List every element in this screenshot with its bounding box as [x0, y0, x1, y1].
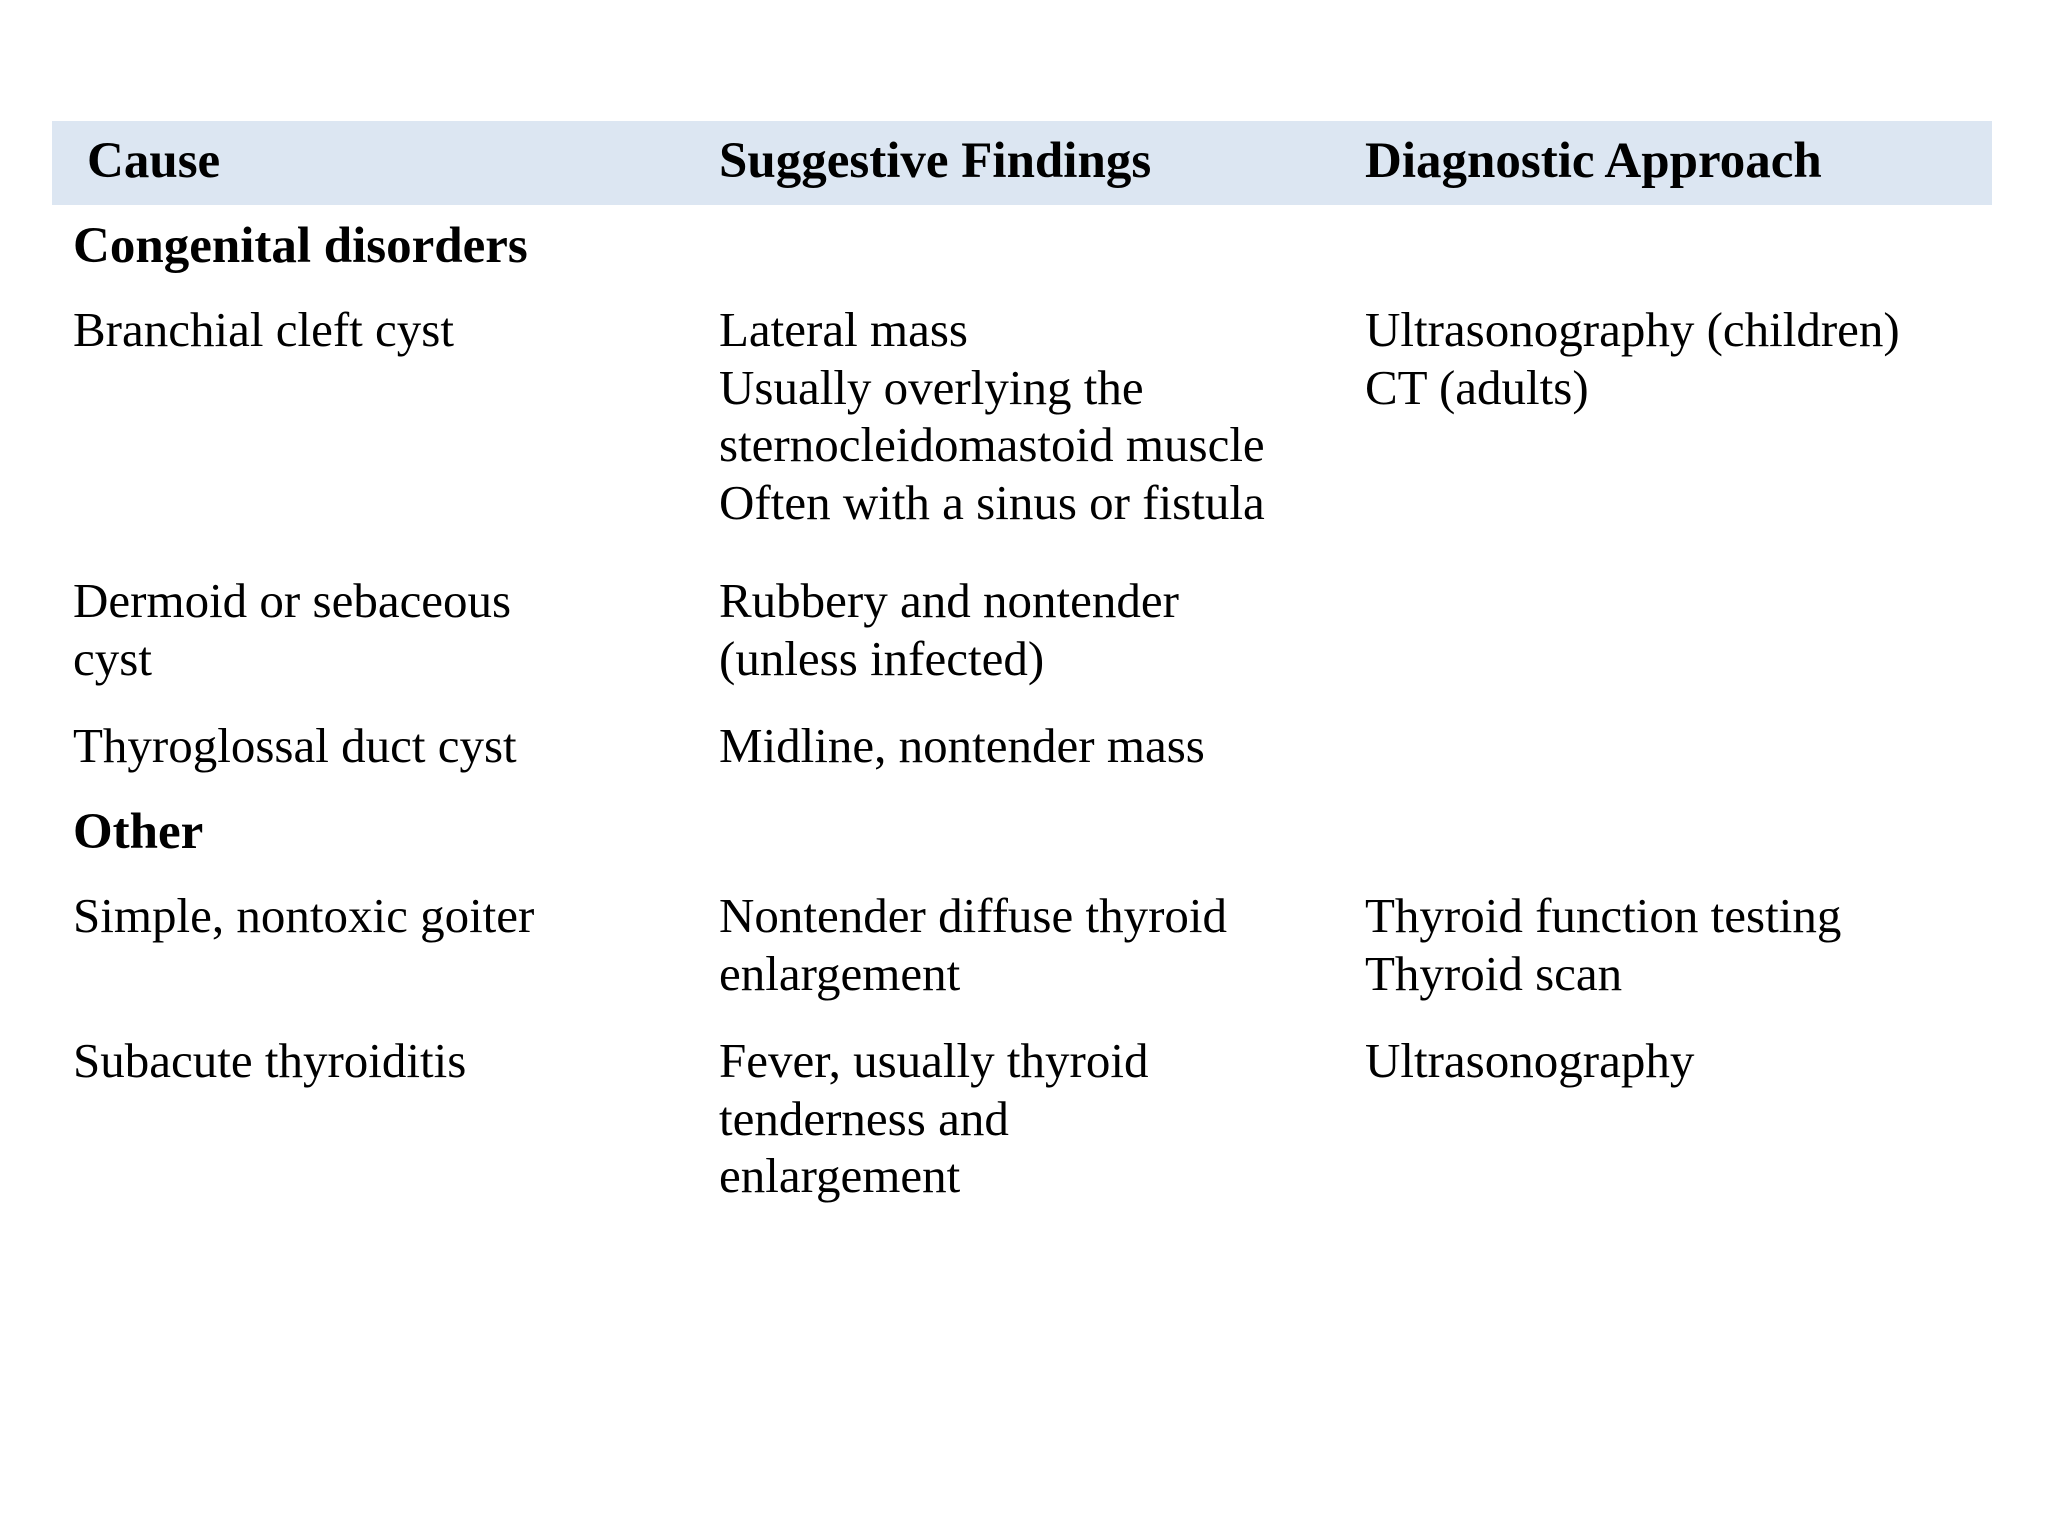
- findings-line: (unless infected): [719, 630, 1045, 686]
- findings-line: Fever, usually thyroid: [719, 1033, 1149, 1088]
- findings-line: sternocleidomastoid muscle: [719, 417, 1265, 472]
- cause-cell: [73, 301, 454, 359]
- findings-line: Usually overlying the: [719, 359, 1144, 415]
- findings-line: enlargement: [719, 945, 961, 1001]
- approach-cell: [1365, 1032, 1694, 1090]
- cause-line: Branchial cleft cyst: [73, 302, 454, 357]
- findings-line: tenderness and: [719, 1090, 1009, 1146]
- section-title-congenital: Congenital disorders: [73, 218, 528, 274]
- section-title-other: Other: [73, 804, 204, 860]
- findings-cell: [719, 887, 1227, 1002]
- header-suggestive-findings: Suggestive Findings: [719, 133, 1152, 189]
- approach-cell: [1365, 887, 1841, 1002]
- findings-cell: [719, 1032, 1148, 1205]
- cause-cell: [73, 887, 534, 945]
- cause-cell: [73, 572, 511, 687]
- approach-line: CT (adults): [1365, 359, 1589, 415]
- cause-cell: [73, 1032, 466, 1090]
- cause-line: Dermoid or sebaceous: [73, 573, 512, 628]
- cause-line: Simple, nontoxic goiter: [73, 888, 535, 943]
- approach-line: Ultrasonography: [1365, 1033, 1695, 1088]
- approach-line: Thyroid scan: [1365, 945, 1623, 1001]
- findings-line: Rubbery and nontender: [719, 573, 1179, 628]
- approach-line: Thyroid function testing: [1365, 888, 1842, 943]
- findings-line: Lateral mass: [719, 302, 968, 357]
- approach-cell: [1365, 301, 1900, 416]
- findings-cell: [719, 572, 1179, 687]
- findings-line: Nontender diffuse thyroid: [719, 888, 1228, 943]
- cause-cell: [73, 717, 517, 775]
- findings-line: Often with a sinus or fistula: [719, 474, 1265, 530]
- findings-cell: [719, 301, 1265, 531]
- header-cause: Cause: [87, 133, 221, 189]
- findings-line: enlargement: [719, 1148, 961, 1203]
- cause-line: cyst: [73, 630, 152, 686]
- header-diagnostic-approach: Diagnostic Approach: [1365, 133, 1822, 189]
- cause-line: Thyroglossal duct cyst: [73, 718, 517, 773]
- cause-line: Subacute thyroiditis: [73, 1033, 467, 1088]
- approach-line: Ultrasonography (children): [1365, 302, 1900, 357]
- findings-cell: [719, 717, 1205, 775]
- findings-line: Midline, nontender mass: [719, 718, 1205, 773]
